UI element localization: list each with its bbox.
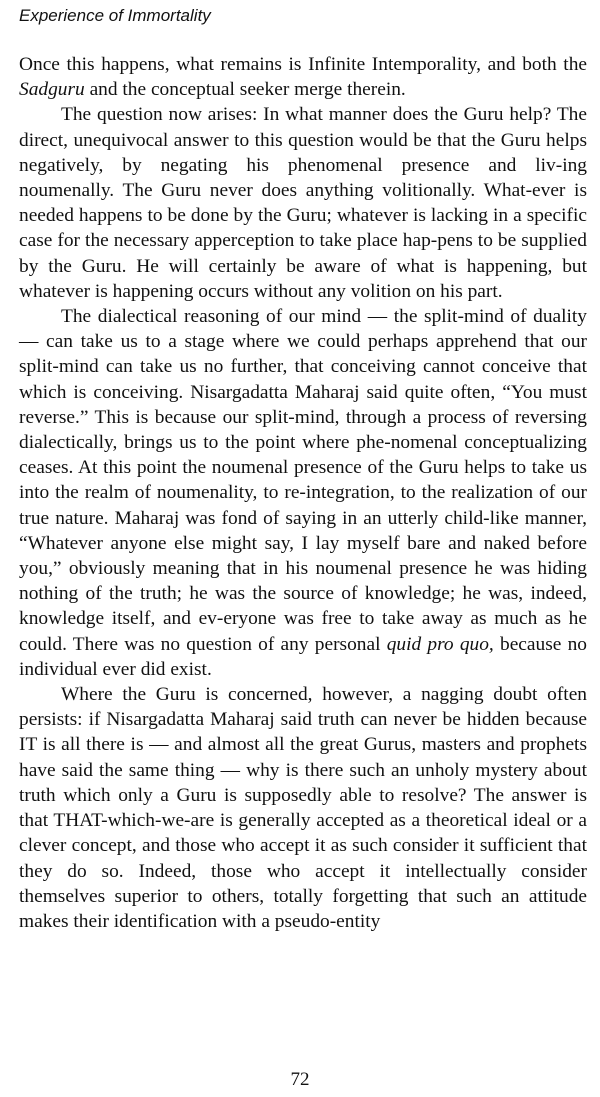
paragraph-4 [19, 682, 587, 934]
italic-term-sadguru: Sadguru [19, 79, 85, 101]
paragraph-2 [19, 102, 587, 304]
paragraph-text: because no individual ever did exist. [19, 633, 587, 680]
paragraph-text: The question now arises: In what manner does the Guru help? The direct, unequivocal answer to this question would be that the Guru helps negatively, by negating his phenomenal presence and liv-ing noumenally. The Guru never does anything volitionally. What-ever is needed happens to be done by the Guru; whatever is lacking in a specific case for the necessary apperception to take place hap-pens to be supplied by the Guru. He will certainly be aware of what is happening, but whatever is happening occurs without any volition on his part. [19, 104, 587, 302]
paragraph-3 [19, 304, 587, 682]
page-number: 72 [290, 1069, 310, 1090]
paragraph-text: Once this happens, what remains is Infinite Intemporality, and both the [19, 54, 587, 75]
paragraph-text: and the conceptual seeker merge therein. [84, 79, 406, 101]
italic-term-quid-pro-quo: quid pro quo, [386, 633, 494, 655]
paragraph-text: Where the Guru is concerned, however, a nagging doubt often persists: if Nisargadatta Maharaj said truth can never be hidden because IT is all there is — and almost all the great Gurus, masters and prophets have said the same thing — why is there such an unholy mystery about truth which only a Guru is supposedly able to resolve? The answer is that THAT-which-we-are is generally accepted as a theoretical ideal or a clever concept, and those who accept it as such consider it sufficient that they do so. Indeed, those who accept it intellectually consider themselves superior to others, totally forgetting that such an attitude makes their identification with a pseudo-entity [19, 684, 587, 932]
paragraph-text: The dialectical reasoning of our mind — the split-mind of duality — can take us to a stage where we could perhaps apprehend that our split-mind can take us no further, that conceiving cannot conceive that which is conceiving. Nisargadatta Maharaj said quite often, “You must reverse.” This is because our split-mind, through a process of reversing dialectically, brings us to the point where phe-nomenal conceptualizing ceases. At this point the noumenal presence of the Guru helps to take us into the realm of noumenality, to re-integration, to the realization of our true nature. Maharaj was fond of saying in an utterly child-like manner, “Whatever anyone else might say, I lay myself bare and naked before you,” obviously meaning that in his noumenal presence he was hiding nothing of the truth; he was the source of knowledge; he was, indeed, knowledge itself, and ev-eryone was free to take away as much as he could. There was no question of any personal [19, 306, 587, 655]
running-head: Experience of Immortality [19, 6, 211, 25]
paragraph-1 [19, 52, 587, 102]
body-text [19, 52, 587, 934]
